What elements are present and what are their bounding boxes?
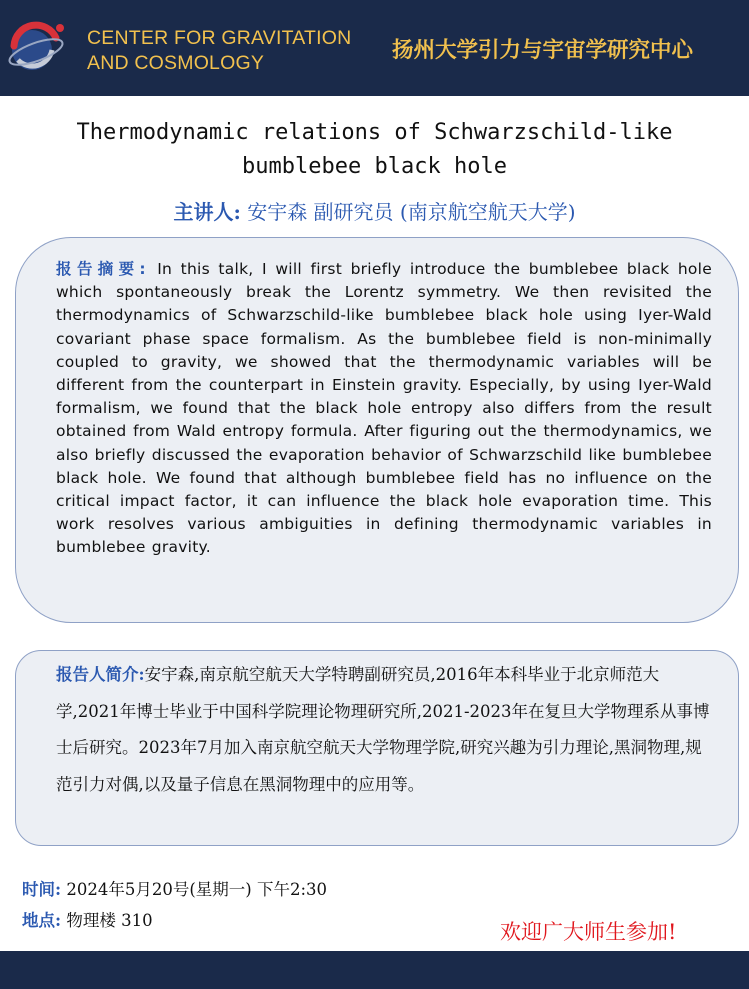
center-name-cn: 扬州大学引力与宇宙学研究中心 [392, 38, 694, 63]
center-name-en [87, 26, 387, 76]
bio-label: 报告人简介: [56, 665, 145, 684]
speaker-label: 主讲人: [173, 200, 241, 224]
time-label: 时间: [22, 880, 62, 899]
abstract-paragraph [56, 258, 712, 560]
speaker-name: 安宇森 副研究员 (南京航空航天大学) [247, 200, 576, 224]
time-value: 2024年5月20号(星期一) 下午2:30 [66, 880, 328, 899]
center-name-line1: CENTER FOR GRAVITATION [87, 27, 352, 49]
welcome-text: 欢迎广大师生参加! [500, 920, 677, 944]
abstract-label: 报告摘要: [56, 260, 149, 278]
orbit-logo-icon [6, 16, 70, 80]
abstract-text: In this talk, I will first briefly introduce the bumblebee black hole which spontaneously break the Lorentz symmetry. We then revisited the thermodynamics of Schwarzschild-like bumblebee black hole using Iyer-Wald covariant phase space formalism. As the bumblebee field is non-minimally coupled to gravity, we showed that the thermodynamic variables will be different from the counterpart in Einstein gravity. Especially, by using Iyer-Wald formalism, we found that the black hole entropy also differs from the result obtained from Wald entropy formula. After figuring out the thermodynamics, we also briefly discussed the evaporation behavior of Schwarzschild like bumblebee black hole. We found that although bumblebee field has no influence on the critical impact factor, it can influence the black hole evaporation time. This work resolves various ambiguities in defining thermodynamic variables in bumblebee gravity. [56, 260, 713, 557]
footer-bar [0, 951, 749, 989]
place-value: 物理楼 310 [66, 911, 153, 930]
place-row [22, 907, 153, 931]
bio-box [15, 650, 739, 846]
place-label: 地点: [22, 911, 62, 930]
header-banner [0, 0, 749, 96]
talk-title: Thermodynamic relations of Schwarzschild-like bumblebee black hole [76, 120, 673, 179]
time-row [22, 876, 327, 900]
center-name-line2: AND COSMOLOGY [87, 52, 265, 74]
bio-text: 安宇森,南京航空航天大学特聘副研究员,2016年本科毕业于北京师范大学,2021年博士毕业于中国科学院理论物理研究所,2021-2023年在复旦大学物理系从事博士后研究。2023年7月加入南京航空航天大学物理学院,研究兴趣为引力理论,黑洞物理,规范引力对偶,以及量子信息在黑洞物理中的应用等。 [56, 665, 710, 794]
abstract-box [15, 237, 739, 623]
bio-paragraph [56, 657, 714, 803]
speaker-line [20, 196, 729, 225]
